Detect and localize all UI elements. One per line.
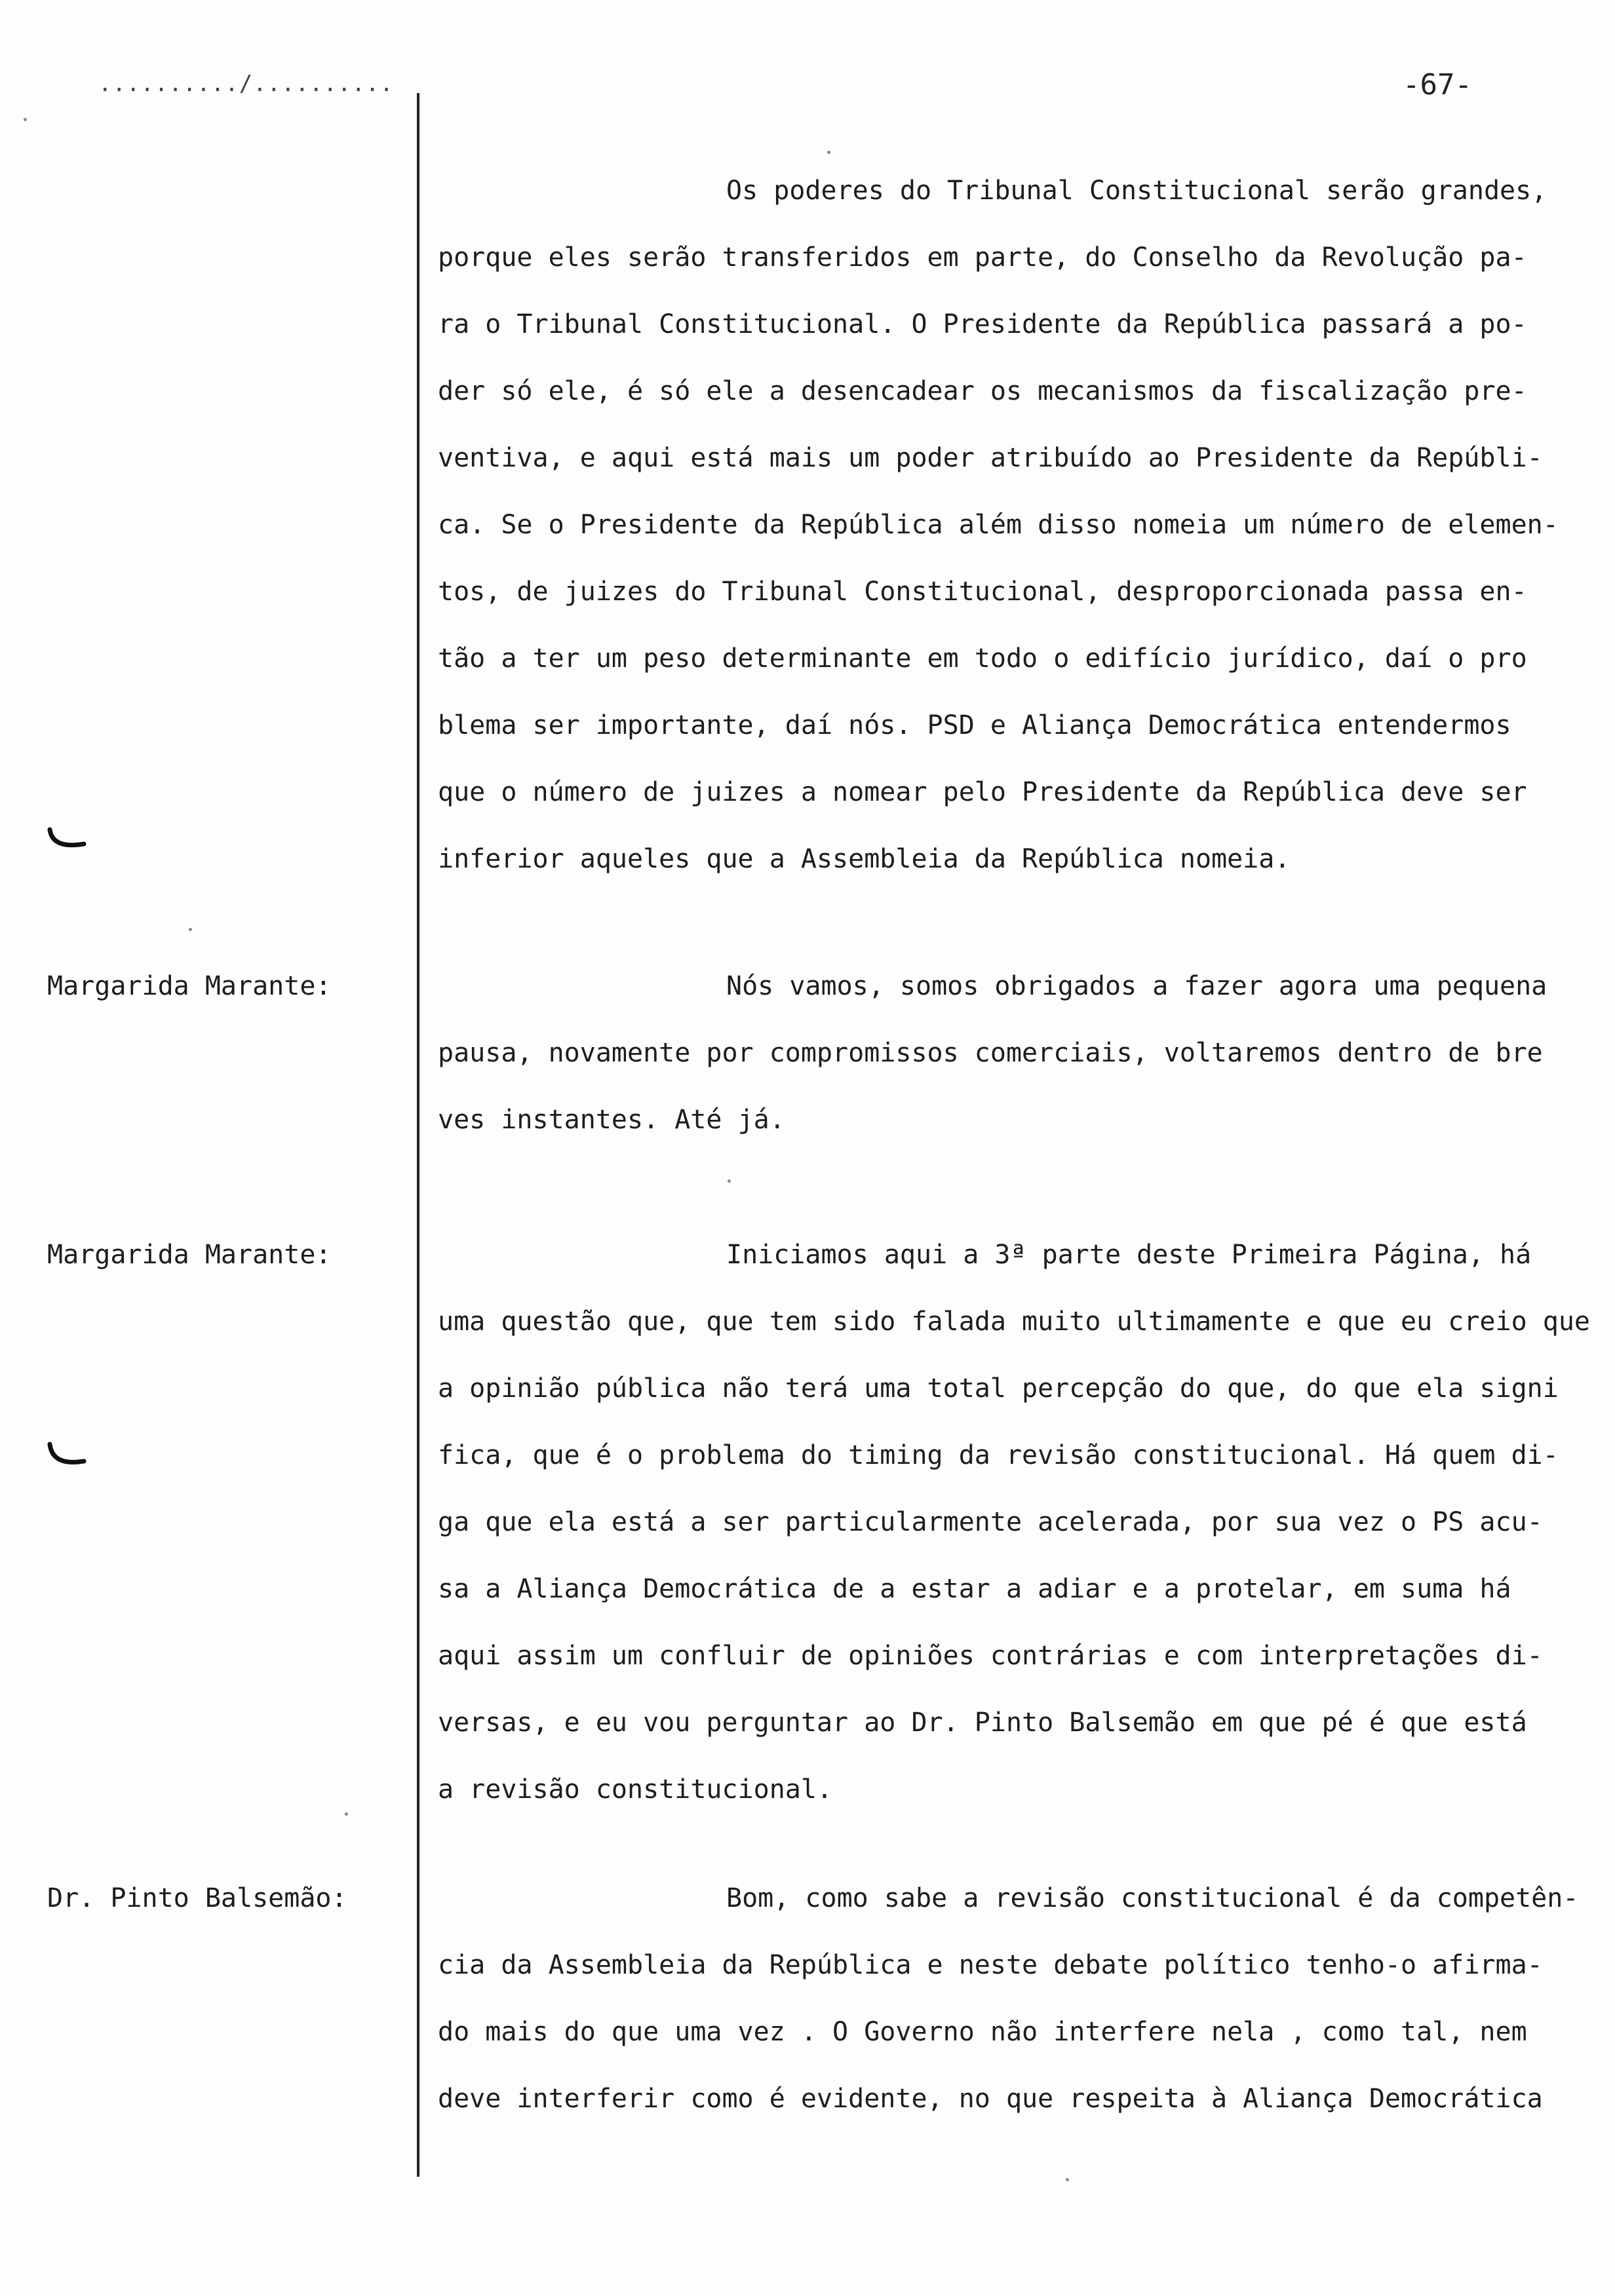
text-line: versas, e eu vou perguntar ao Dr. Pinto Balsemão em que pé é que está [438,1708,1527,1738]
speaker-label: Margarida Marante: [47,971,332,1001]
text-line: Nós vamos, somos obrigados a fazer agora uma pequena [726,971,1547,1001]
text-line: a opinião pública não terá uma total percepção do que, do que ela signi [438,1373,1559,1404]
text-line: ca. Se o Presidente da República além disso nomeia um número de elemen- [438,510,1559,540]
text-line: que o número de juizes a nomear pelo Presidente da República deve ser [438,777,1527,807]
margin-check-mark [46,827,88,853]
text-line: tos, de juizes do Tribunal Constitucional, desproporcionada passa en- [438,577,1527,607]
text-line: ra o Tribunal Constitucional. O Presidente da República passará a po- [438,309,1527,339]
paragraph-1 [438,157,1591,892]
text-line: do mais do que uma vez . O Governo não interfere nela , como tal, nem [438,2017,1527,2047]
text-line: inferior aqueles que a Assembleia da República nomeia. [438,844,1291,874]
paragraph-4 [438,1865,1591,2132]
text-line: a revisão constitucional. [438,1774,833,1805]
scan-speck [1066,2178,1069,2181]
text-line: fica, que é o problema do timing da revisão constitucional. Há quem di- [438,1440,1559,1470]
corner-mark: ........../.......... [98,71,394,97]
text-line: aqui assim um confluir de opiniões contrárias e com interpretações di- [438,1641,1543,1671]
text-line: uma questão que, que tem sido falada muito ultimamente e que eu creio que [438,1307,1590,1337]
text-line: porque eles serão transferidos em parte, do Conselho da Revolução pa- [438,242,1527,273]
speaker-label: Dr. Pinto Balsemão: [47,1883,347,1913]
scan-speck [189,928,192,931]
scan-speck [345,1812,348,1816]
text-line: ga que ela está a ser particularmente acelerada, por sua vez o PS acu- [438,1507,1543,1537]
scan-speck [24,118,27,121]
text-line: Bom, como sabe a revisão constitucional é da competên- [726,1883,1579,1913]
text-line: deve interferir como é evidente, no que respeita à Aliança Democrática [438,2084,1543,2114]
paragraph-3 [438,1221,1591,1823]
text-line: tão a ter um peso determinante em todo o edifício jurídico, daí o pro [438,643,1527,674]
text-line: sa a Aliança Democrática de a estar a adiar e a protelar, em suma há [438,1574,1511,1604]
text-line: der só ele, é só ele a desencadear os mecanismos da fiscalização pre- [438,376,1527,406]
paragraph-2 [438,953,1591,1153]
text-line: Iniciamos aqui a 3ª parte deste Primeira Página, há [726,1240,1532,1270]
text-line: blema ser importante, daí nós. PSD e Aliança Democrática entendermos [438,710,1511,740]
page-number: -67- [1403,68,1472,102]
text-line: Os poderes do Tribunal Constitucional serão grandes, [726,176,1547,206]
text-line: cia da Assembleia da República e neste debate político tenho-o afirma- [438,1950,1543,1980]
text-line: pausa, novamente por compromissos comerciais, voltaremos dentro de bre [438,1038,1543,1068]
text-line: ves instantes. Até já. [438,1105,785,1135]
scan-speck [827,151,830,154]
margin-rule [417,93,419,2177]
speaker-label: Margarida Marante: [47,1240,332,1270]
text-line: ventiva, e aqui está mais um poder atribuído ao Presidente da Repúbli- [438,443,1543,473]
scan-speck [728,1179,731,1183]
margin-check-mark [46,1442,88,1470]
